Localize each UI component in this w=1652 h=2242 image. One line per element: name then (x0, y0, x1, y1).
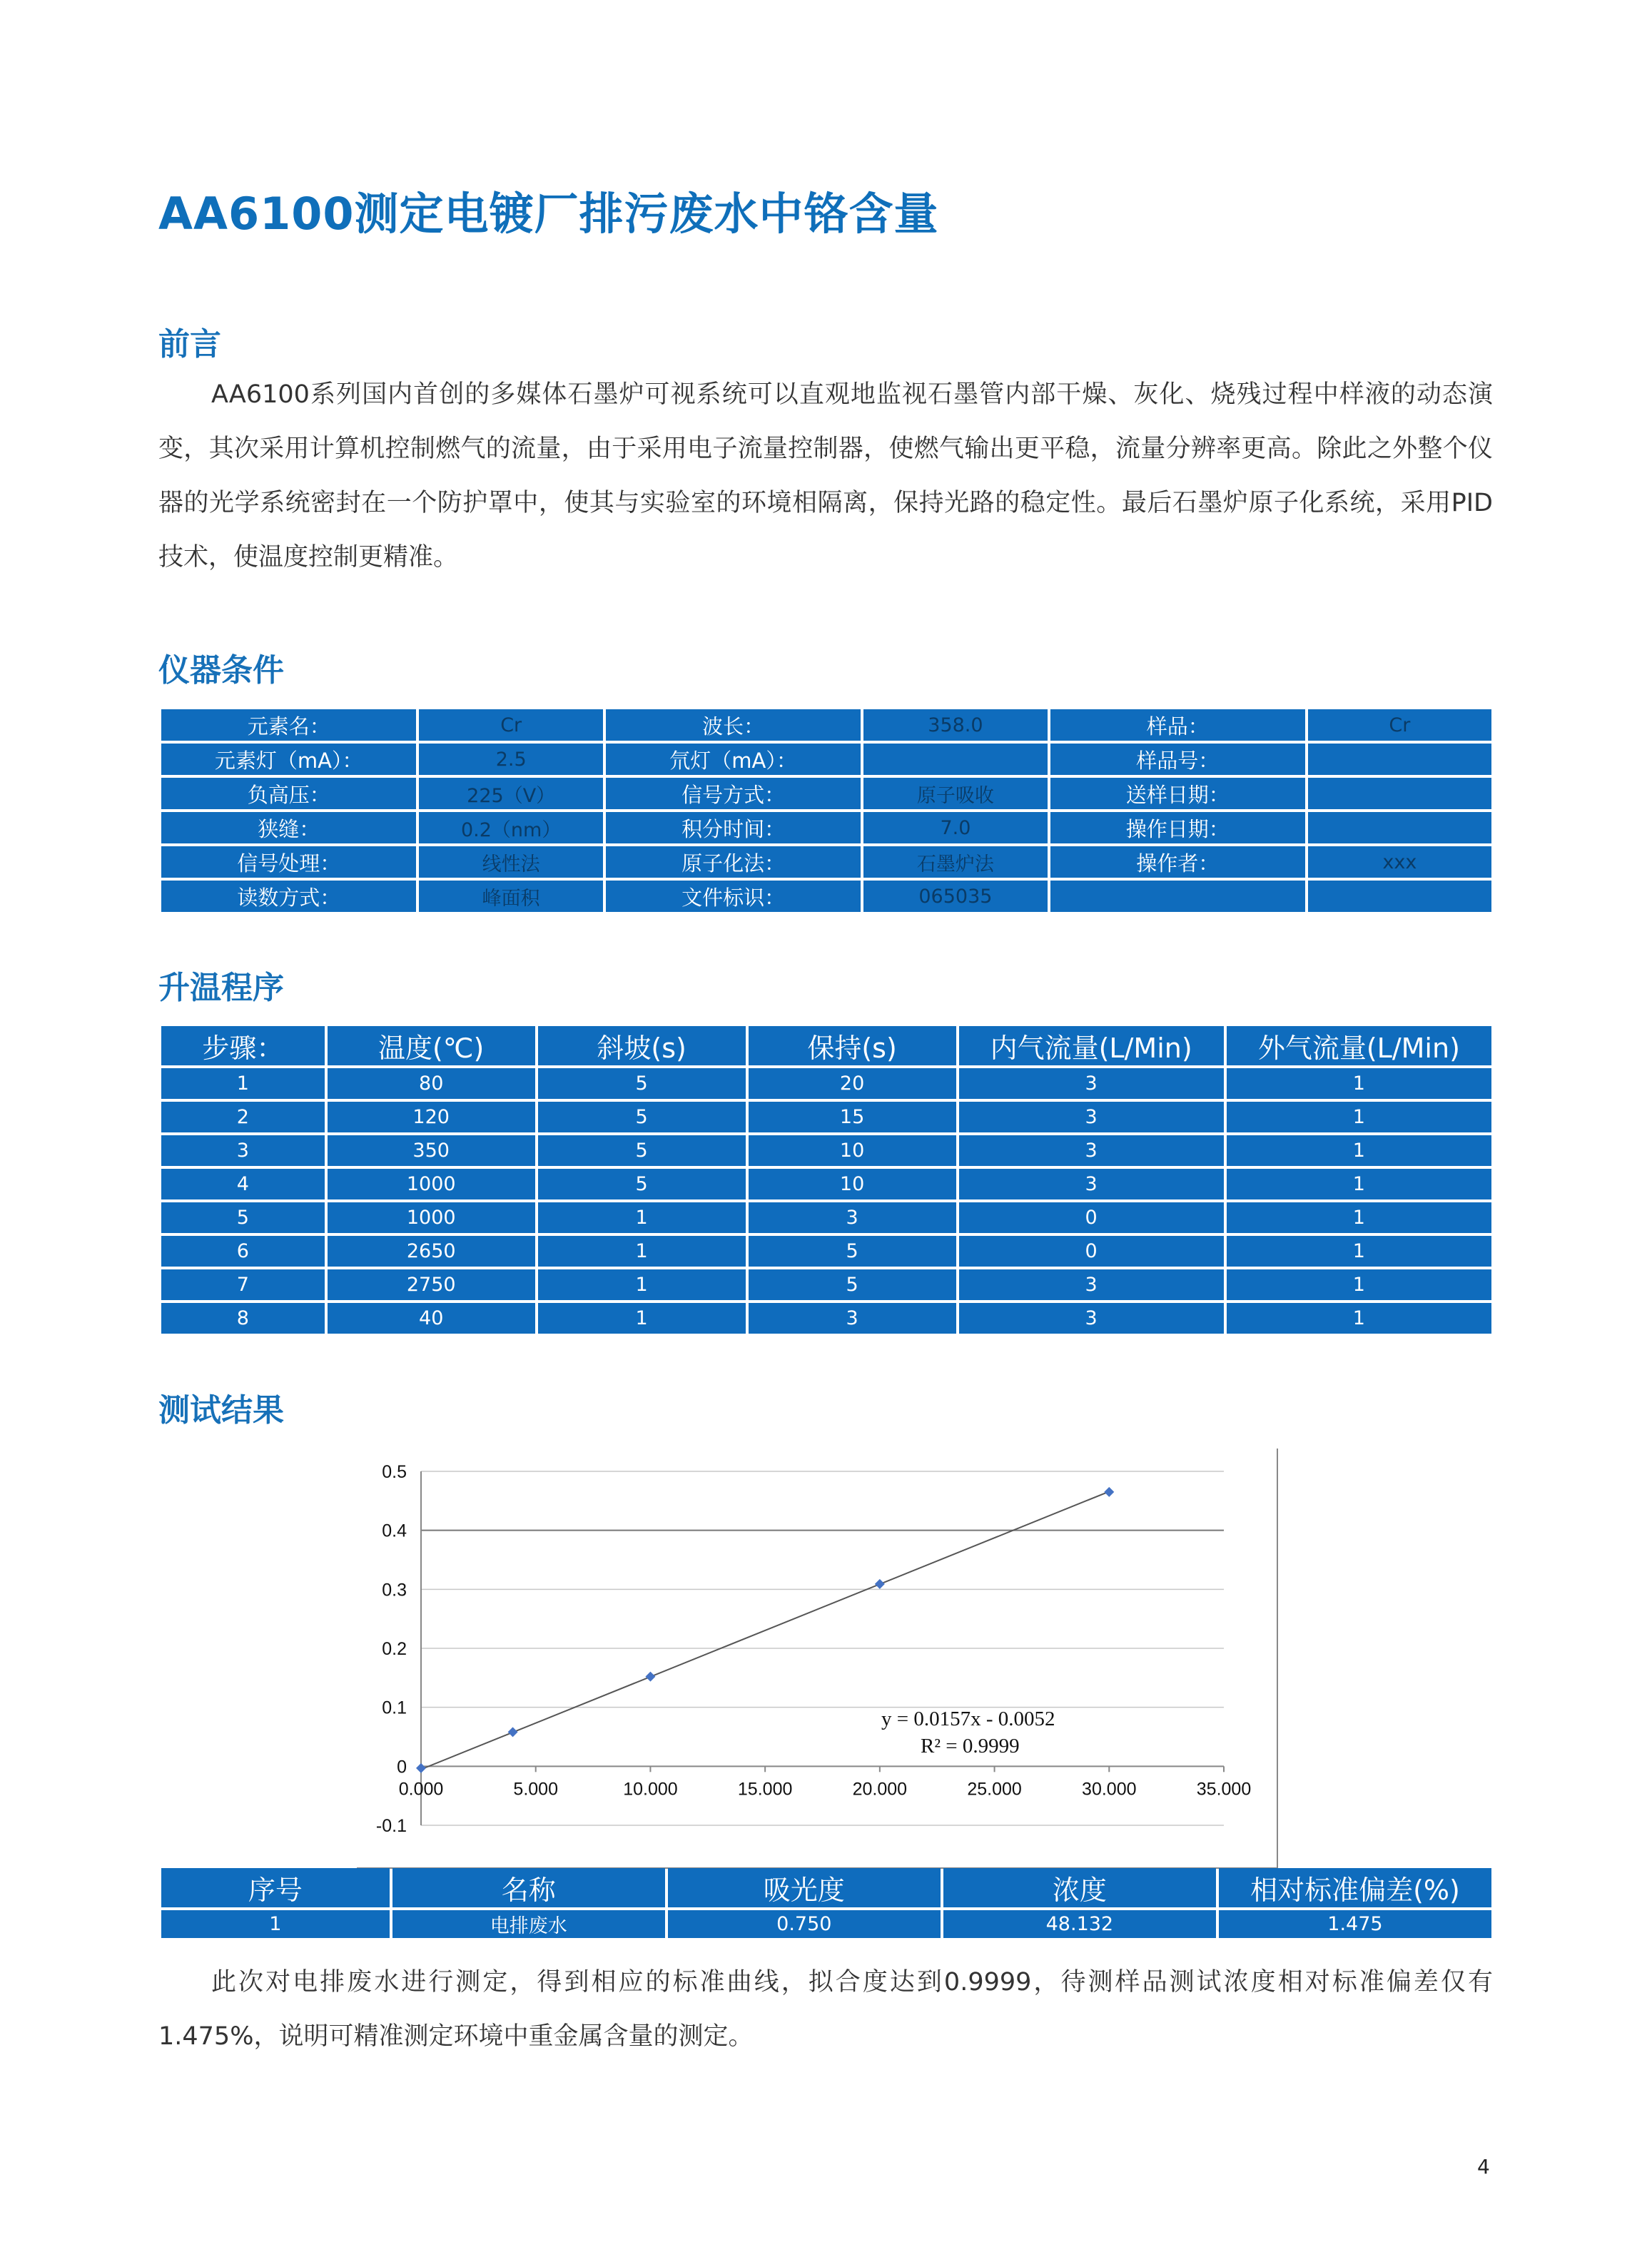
instrument-value: 0.2（nm） (419, 812, 603, 843)
program-cell: 3 (161, 1135, 325, 1166)
instrument-label: 样品： (1050, 709, 1305, 741)
result-column-header: 序号 (161, 1868, 390, 1907)
program-cell: 4 (161, 1169, 325, 1199)
result-column-header: 浓度 (943, 1868, 1216, 1907)
section-heading-program: 升温程序 (158, 970, 284, 1006)
result-cell: 1 (161, 1910, 390, 1938)
program-cell: 0 (959, 1236, 1224, 1267)
x-tick-label: 0.000 (398, 1779, 444, 1800)
result-cell: 1.475 (1219, 1910, 1491, 1938)
program-cell: 5 (538, 1169, 746, 1199)
instrument-label: 信号方式： (606, 778, 861, 809)
program-cell: 1 (1227, 1102, 1491, 1132)
instrument-row (161, 881, 1491, 912)
section-heading-instrument: 仪器条件 (158, 652, 284, 689)
program-row (161, 1236, 1491, 1267)
instrument-value: 线性法 (419, 846, 603, 878)
program-cell: 80 (328, 1068, 535, 1099)
instrument-value (1308, 881, 1491, 912)
program-cell: 8 (161, 1303, 325, 1334)
program-cell: 5 (749, 1269, 956, 1300)
program-column-header: 步骤： (161, 1026, 325, 1065)
instrument-value: 峰面积 (419, 881, 603, 912)
program-cell: 1 (538, 1269, 746, 1300)
instrument-value (1308, 744, 1491, 775)
trendline-equation: y = 0.0157x - 0.0052 (881, 1708, 1055, 1730)
program-row (161, 1135, 1491, 1166)
program-row (161, 1269, 1491, 1300)
program-cell: 40 (328, 1303, 535, 1334)
program-cell: 2750 (328, 1269, 535, 1300)
program-cell: 1 (1227, 1236, 1491, 1267)
instrument-value: Cr (1308, 709, 1491, 741)
y-tick-label: 0.2 (382, 1639, 407, 1659)
preface-paragraph: AA6100系列国内首创的多媒体石墨炉可视系统可以直观地监视石墨管内部干燥、灰化、烧残过程中样液的动态演变，其次采用计算机控制燃气的流量，由于采用电子流量控制器，使燃气输出更平稳，流量分辨率更高。除此之外整个仪器的光学系统密封在一个防护罩中，使其与实验室的环境相隔离，保持光路的稳定性。最后石墨炉原子化系统，采用PID技术，使温度控制更精准。 (158, 380, 1493, 572)
program-cell: 3 (749, 1202, 956, 1233)
result-cell: 48.132 (943, 1910, 1216, 1938)
data-point (508, 1727, 518, 1737)
instrument-value: xxx (1308, 846, 1491, 878)
program-cell: 1 (1227, 1269, 1491, 1300)
instrument-label: 波长： (606, 709, 861, 741)
program-column-header: 保持(s) (749, 1026, 956, 1065)
program-cell: 1 (1227, 1169, 1491, 1199)
program-cell: 5 (538, 1135, 746, 1166)
result-column-header: 名称 (392, 1868, 665, 1907)
x-tick-label: 25.000 (967, 1779, 1022, 1800)
program-cell: 5 (161, 1202, 325, 1233)
calibration-curve-svg (357, 1449, 1284, 1870)
instrument-value: 2.5 (419, 744, 603, 775)
program-cell: 1 (1227, 1202, 1491, 1233)
calibration-curve-chart (357, 1449, 1284, 1870)
program-column-header: 内气流量(L/Min) (959, 1026, 1224, 1065)
program-cell: 5 (538, 1068, 746, 1099)
program-cell: 1000 (328, 1169, 535, 1199)
instrument-row (161, 846, 1491, 878)
section-heading-results: 测试结果 (158, 1392, 284, 1429)
instrument-row (161, 778, 1491, 809)
program-row (161, 1303, 1491, 1334)
x-tick-label: 30.000 (1082, 1779, 1137, 1800)
program-cell: 1 (538, 1303, 746, 1334)
program-cell: 3 (959, 1269, 1224, 1300)
x-tick-label: 10.000 (623, 1779, 678, 1800)
instrument-label: 氘灯（mA）： (606, 744, 861, 775)
instrument-label: 元素灯（mA）： (161, 744, 416, 775)
program-column-header: 外气流量(L/Min) (1227, 1026, 1491, 1065)
instrument-value: 358.0 (863, 709, 1047, 741)
program-cell: 15 (749, 1102, 956, 1132)
program-row (161, 1068, 1491, 1099)
program-cell: 0 (959, 1202, 1224, 1233)
program-cell: 3 (959, 1303, 1224, 1334)
program-cell: 2650 (328, 1236, 535, 1267)
instrument-label: 样品号： (1050, 744, 1305, 775)
instrument-label: 文件标识： (606, 881, 861, 912)
instrument-label: 狭缝： (161, 812, 416, 843)
page-title: AA6100测定电镀厂排污废水中铬含量 (158, 188, 939, 240)
program-cell: 5 (749, 1236, 956, 1267)
result-cell: 0.750 (668, 1910, 941, 1938)
instrument-value (1308, 778, 1491, 809)
instrument-label: 元素名： (161, 709, 416, 741)
program-cell: 3 (959, 1169, 1224, 1199)
r-squared-label: R² = 0.9999 (921, 1735, 1020, 1757)
program-cell: 1 (161, 1068, 325, 1099)
program-cell: 3 (959, 1102, 1224, 1132)
program-cell: 5 (538, 1102, 746, 1132)
test-results-table (158, 1865, 1494, 1941)
x-tick-label: 35.000 (1196, 1779, 1252, 1800)
instrument-conditions-table (158, 706, 1494, 915)
program-cell: 20 (749, 1068, 956, 1099)
instrument-label: 信号处理： (161, 846, 416, 878)
program-cell: 3 (959, 1068, 1224, 1099)
y-tick-label: -0.1 (375, 1816, 407, 1836)
program-cell: 1 (1227, 1068, 1491, 1099)
program-cell: 3 (959, 1135, 1224, 1166)
instrument-row (161, 812, 1491, 843)
section-heading-preface: 前言 (158, 326, 221, 362)
instrument-value: 065035 (863, 881, 1047, 912)
program-cell: 1 (1227, 1135, 1491, 1166)
instrument-label: 负高压： (161, 778, 416, 809)
program-cell: 1 (538, 1202, 746, 1233)
instrument-value: 原子吸收 (863, 778, 1047, 809)
program-cell: 10 (749, 1169, 956, 1199)
data-point (416, 1763, 426, 1773)
instrument-label: 操作日期： (1050, 812, 1305, 843)
program-cell: 2 (161, 1102, 325, 1132)
program-cell: 1 (1227, 1303, 1491, 1334)
instrument-label: 送样日期： (1050, 778, 1305, 809)
program-column-header: 斜坡(s) (538, 1026, 746, 1065)
program-cell: 350 (328, 1135, 535, 1166)
instrument-value: 石墨炉法 (863, 846, 1047, 878)
result-column-header: 吸光度 (668, 1868, 941, 1907)
instrument-label: 原子化法： (606, 846, 861, 878)
x-tick-label: 15.000 (737, 1779, 793, 1800)
program-cell: 10 (749, 1135, 956, 1166)
y-tick-label: 0 (397, 1757, 407, 1777)
result-cell: 电排废水 (392, 1910, 665, 1938)
result-column-header: 相对标准偏差(%) (1219, 1868, 1491, 1907)
program-cell: 6 (161, 1236, 325, 1267)
program-cell: 120 (328, 1102, 535, 1132)
y-tick-label: 0.4 (382, 1521, 407, 1541)
instrument-value (863, 744, 1047, 775)
y-tick-label: 0.1 (382, 1698, 407, 1718)
program-cell: 7 (161, 1269, 325, 1300)
data-point (1104, 1487, 1114, 1497)
data-point (875, 1579, 885, 1589)
result-row (161, 1910, 1491, 1938)
instrument-value: 7.0 (863, 812, 1047, 843)
program-row (161, 1202, 1491, 1233)
conclusion-paragraph: 此次对电排废水进行测定，得到相应的标准曲线，拟合度达到0.9999，待测样品测试浓度相对标准偏差仅有1.475%，说明可精准测定环境中重金属含量的测定。 (158, 1968, 1493, 2051)
instrument-row (161, 744, 1491, 775)
program-row (161, 1169, 1491, 1199)
instrument-value (1308, 812, 1491, 843)
data-point (645, 1672, 655, 1682)
program-column-header: 温度(℃) (328, 1026, 535, 1065)
instrument-label (1050, 881, 1305, 912)
instrument-row (161, 709, 1491, 741)
program-row (161, 1102, 1491, 1132)
y-tick-label: 0.5 (382, 1462, 407, 1482)
instrument-value: Cr (419, 709, 603, 741)
heating-program-table (158, 1023, 1494, 1336)
instrument-label: 积分时间： (606, 812, 861, 843)
program-cell: 3 (749, 1303, 956, 1334)
page-number: 4 (1477, 2155, 1490, 2178)
instrument-label: 读数方式： (161, 881, 416, 912)
instrument-label: 操作者： (1050, 846, 1305, 878)
x-tick-label: 20.000 (852, 1779, 908, 1800)
instrument-value: 225（V） (419, 778, 603, 809)
program-cell: 1000 (328, 1202, 535, 1233)
x-tick-label: 5.000 (513, 1779, 558, 1800)
y-tick-label: 0.3 (382, 1580, 407, 1601)
program-cell: 1 (538, 1236, 746, 1267)
